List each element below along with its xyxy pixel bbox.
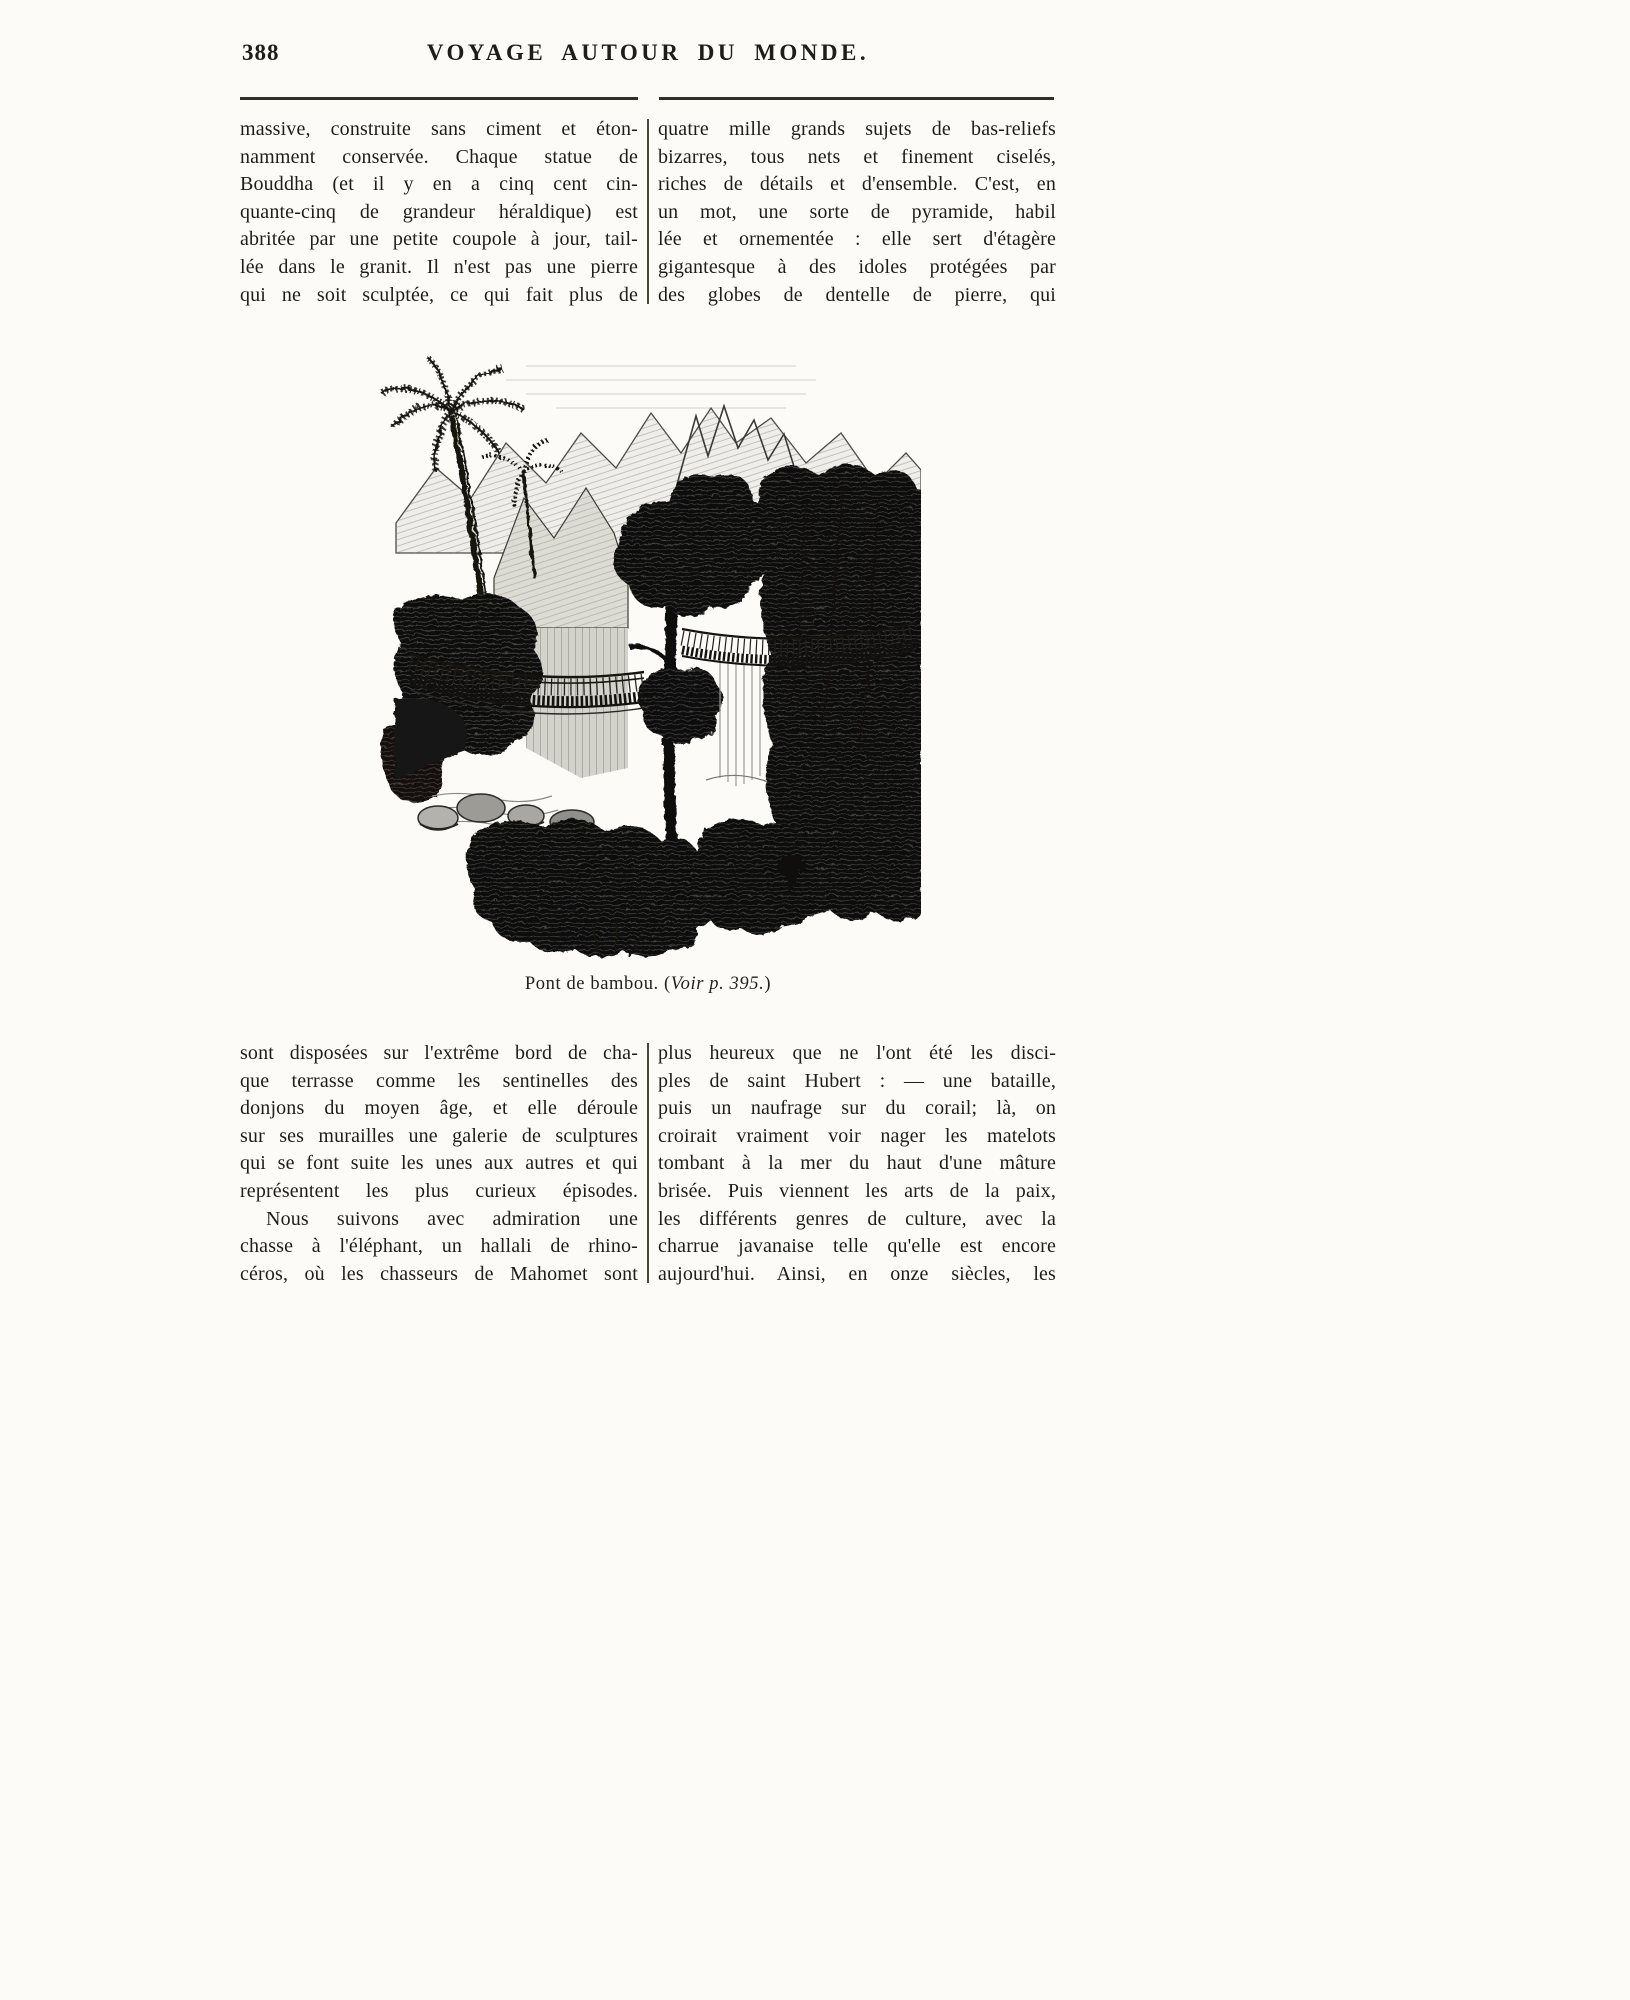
central-tree bbox=[612, 474, 770, 860]
text-line: représentent les plus curieux épisodes. bbox=[240, 1179, 638, 1202]
column-divider-top bbox=[647, 119, 649, 304]
running-title: VOYAGE AUTOUR DU MONDE. bbox=[426, 40, 870, 65]
text-line: gigantesque à des idoles protégées par bbox=[658, 255, 1056, 278]
text-line: riches de détails et d'ensemble. C'est, en bbox=[658, 173, 1056, 196]
engraving-figure bbox=[376, 348, 921, 963]
top-left-column bbox=[240, 116, 638, 309]
text-line: Bouddha (et il y en a cinq cent cin- bbox=[240, 173, 638, 196]
top-right-column bbox=[658, 116, 1056, 309]
text-line: bizarres, tous nets et finement ciselés, bbox=[658, 145, 1056, 168]
text-block bbox=[240, 0, 1056, 2000]
text-line: un mot, une sorte de pyramide, habil bbox=[658, 200, 1056, 223]
text-line: Nous suivons avec admiration une bbox=[266, 1207, 638, 1230]
text-line: sur ses murailles une galerie de sculptures bbox=[240, 1124, 638, 1147]
text-line: les différents genres de culture, avec la bbox=[658, 1207, 1056, 1230]
bamboo-bridge-engraving bbox=[376, 348, 921, 963]
text-line: croirait vraiment voir nager les matelots bbox=[658, 1124, 1056, 1147]
header-rule-left bbox=[240, 97, 638, 100]
top-text-section bbox=[240, 116, 1056, 309]
text-line: lée dans le granit. Il n'est pas une pierre bbox=[240, 255, 638, 278]
text-line: que terrasse comme les sentinelles des bbox=[240, 1069, 638, 1092]
sky-hatch bbox=[506, 366, 816, 408]
text-line: plus heureux que ne l'ont été les disci- bbox=[658, 1042, 1056, 1064]
text-line: tombant à la mer du haut d'une mâture bbox=[658, 1152, 1056, 1175]
text-line: ples de saint Hubert : — une bataille, bbox=[658, 1069, 1056, 1092]
text-line: charrue javanaise telle qu'elle est encore bbox=[658, 1235, 1056, 1258]
text-line: aujourd'hui. Ainsi, en onze siècles, les bbox=[658, 1262, 1056, 1285]
text-line: sont disposées sur l'extrême bord de cha- bbox=[240, 1042, 638, 1064]
text-line: quante-cinq de grandeur héraldique) est bbox=[240, 200, 638, 223]
gorge-waterfall bbox=[706, 658, 768, 786]
caption-italic-text: Voir p. 395. bbox=[670, 974, 765, 994]
text-line: chasse à l'éléphant, un hallali de rhino- bbox=[240, 1235, 638, 1258]
text-line: namment conservée. Chaque statue de bbox=[240, 145, 638, 168]
text-line: qui se font suite les unes aux autres et qui bbox=[240, 1152, 638, 1175]
text-line: abritée par une petite coupole à jour, tail- bbox=[240, 228, 638, 251]
text-line: lée et ornementée : elle sert d'étagère bbox=[658, 228, 1056, 251]
caption-text: Pont de bambou. ( bbox=[524, 974, 671, 994]
bottom-left-column bbox=[240, 1040, 638, 1288]
text-line: massive, construite sans ciment et éton- bbox=[240, 118, 638, 140]
column-divider-bottom bbox=[647, 1043, 649, 1283]
bottom-text-section bbox=[240, 1040, 1056, 1288]
bottom-right-column bbox=[658, 1040, 1056, 1288]
text-line: des globes de dentelle de pierre, qui bbox=[658, 283, 1056, 306]
text-line: céros, où les chasseurs de Mahomet sont bbox=[240, 1262, 638, 1285]
text-line: brisée. Puis viennent les arts de la paix, bbox=[658, 1179, 1056, 1202]
text-line: qui ne soit sculptée, ce qui fait plus de bbox=[240, 283, 638, 306]
figure-caption bbox=[240, 974, 1056, 995]
caption-suffix: ) bbox=[764, 974, 772, 994]
header-rule-right bbox=[659, 97, 1054, 100]
page-number: 388 bbox=[242, 40, 280, 65]
text-line: donjons du moyen âge, et elle déroule bbox=[240, 1097, 638, 1120]
text-line: puis un naufrage sur du corail; là, on bbox=[658, 1097, 1056, 1120]
text-line: quatre mille grands sujets de bas-reliefs bbox=[658, 118, 1056, 140]
bottom-foliage bbox=[465, 818, 820, 957]
